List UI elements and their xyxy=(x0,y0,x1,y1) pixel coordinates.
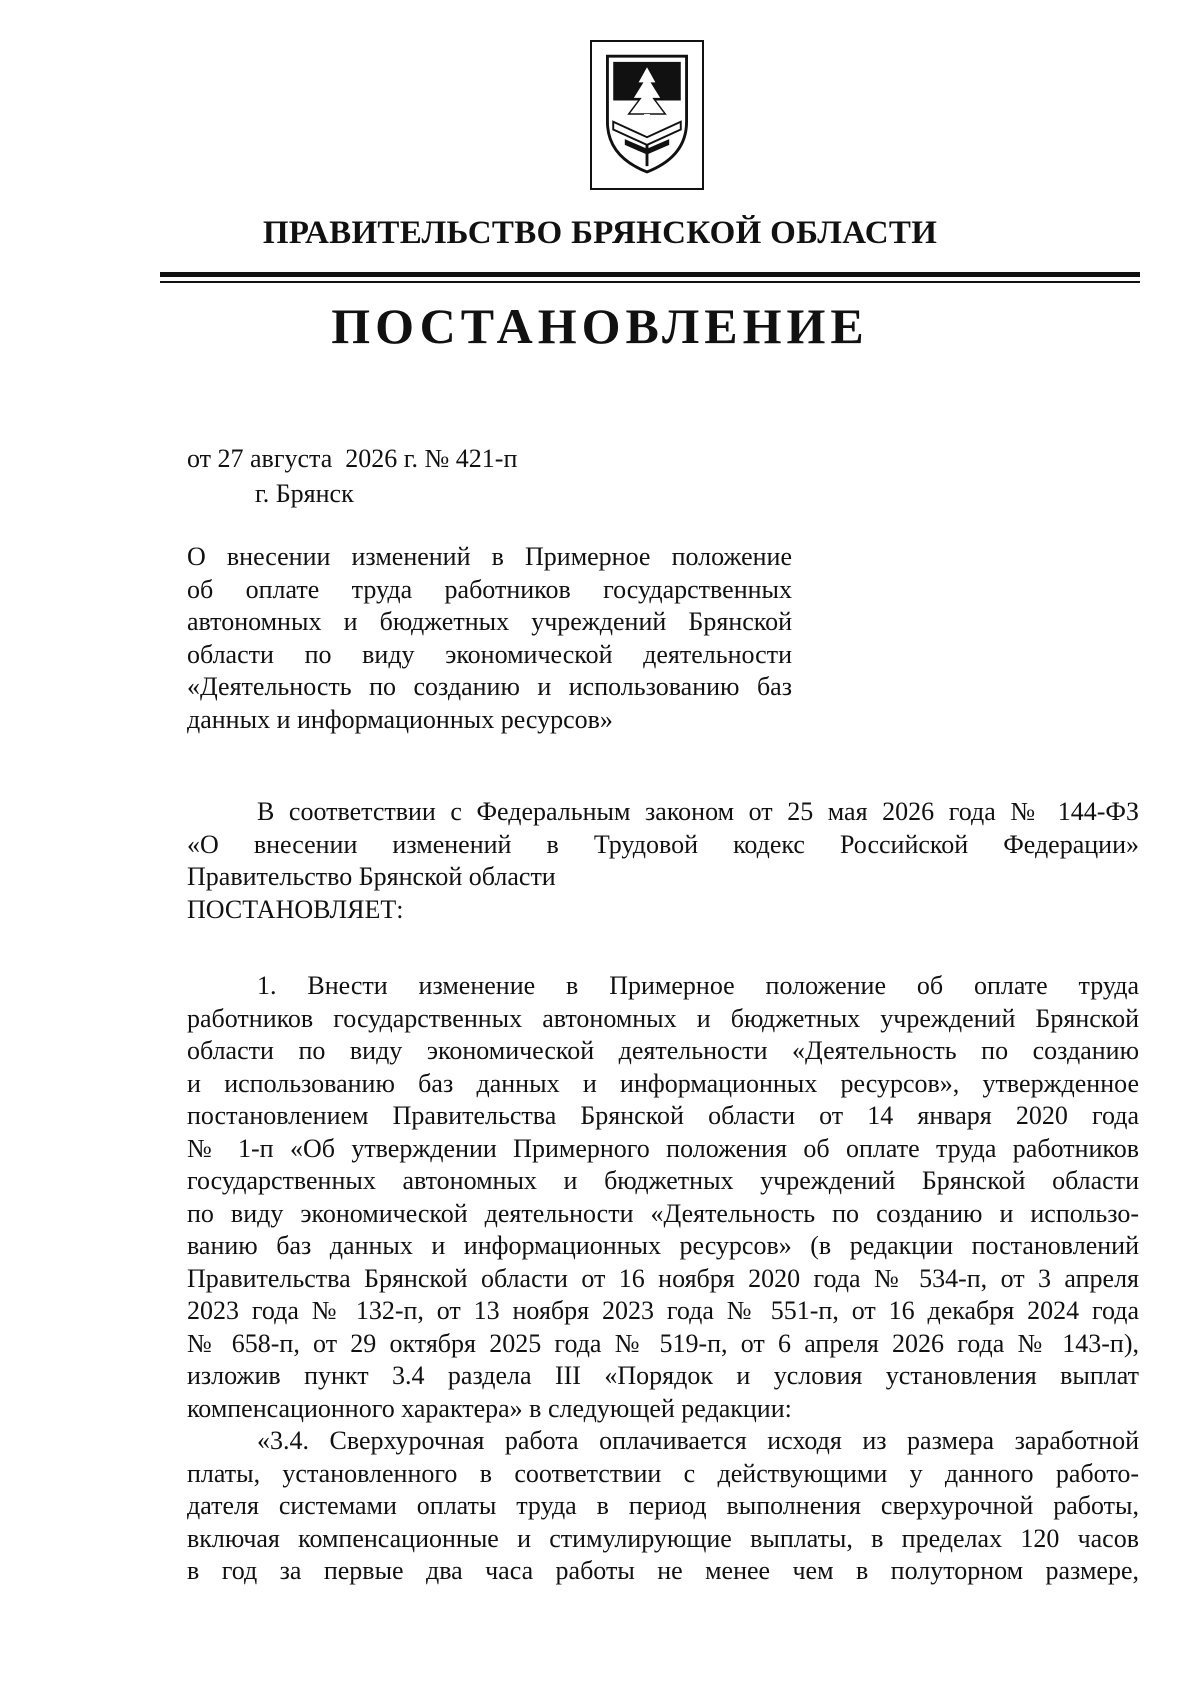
header-rule-thick xyxy=(160,272,1140,277)
item1-line: работников государственных автономных и бюджетных учреждений Брянской xyxy=(187,1003,1139,1033)
item1-line: 2023 года № 132-п, от 13 ноября 2023 года № 551-п, от 16 декабря 2024 года xyxy=(187,1296,1139,1325)
item1-line: № 1-п «Об утверждении Примерного положения об оплате труда работников xyxy=(187,1133,1139,1163)
item34-line: платы, установленного в соответствии с действующими у данного работо- xyxy=(187,1458,1139,1488)
document-place: г. Брянск xyxy=(255,479,354,508)
title-line: данных и информационных ресурсов» xyxy=(187,704,613,734)
organization-name: ПРАВИТЕЛЬСТВО БРЯНСКОЙ ОБЛАСТИ xyxy=(262,215,938,251)
item1-line: государственных автономных и бюджетных учреждений Брянской области xyxy=(187,1166,1139,1195)
coat-of-arms-emblem xyxy=(590,40,704,190)
item1-line: № 658-п, от 29 октября 2025 года № 519-п, от 6 апреля 2026 года № 143-п), xyxy=(187,1328,1139,1358)
item1-line: ванию баз данных и информационных ресурсов» (в редакции постановлений xyxy=(187,1231,1139,1260)
document-date-number: от 27 августа 2026 г. № 421-п xyxy=(187,444,518,473)
title-line: области по виду экономической деятельности xyxy=(187,639,792,669)
item1-line: 1. Внести изменение в Примерное положение об оплате труда xyxy=(257,971,1139,1000)
title-line: «Деятельность по созданию и использованию баз xyxy=(187,672,792,701)
document-body xyxy=(187,796,1139,1588)
item1-line: области по виду экономической деятельности «Деятельность по созданию xyxy=(187,1036,1139,1065)
title-line: автономных и бюджетных учреждений Брянской xyxy=(187,607,792,636)
preamble-resolves: ПОСТАНОВЛЯЕТ: xyxy=(187,894,404,924)
preamble-line: В соответствии с Федеральным законом от 25 мая 2026 года № 144-ФЗ xyxy=(257,797,1139,826)
title-line: О внесении изменений в Примерное положение xyxy=(187,542,792,571)
document-title xyxy=(187,541,792,736)
preamble-line: Правительство Брянской области xyxy=(187,862,556,891)
item34-line: дателя системами оплаты труда в период выполнения сверхурочной работы, xyxy=(187,1491,1139,1520)
item34-line: включая компенсационные и стимулирующие выплаты, в пределах 120 часов xyxy=(187,1523,1139,1553)
item1-line: постановлением Правительства Брянской области от 14 января 2020 года xyxy=(187,1101,1139,1130)
bryansk-coat-of-arms-icon xyxy=(592,42,702,188)
item1-line: и использованию баз данных и информационных ресурсов», утвержденное xyxy=(187,1068,1139,1098)
title-line: об оплате труда работников государственных xyxy=(187,574,792,604)
item1-line: по виду экономической деятельности «Деятельность по созданию и использо- xyxy=(187,1198,1139,1228)
item34-line: в год за первые два часа работы не менее чем в полуторном размере, xyxy=(187,1556,1139,1585)
item1-line: Правительства Брянской области от 16 ноября 2020 года № 534-п, от 3 апреля xyxy=(187,1263,1139,1293)
header-rule-thin xyxy=(160,281,1140,283)
item1-line: изложив пункт 3.4 раздела III «Порядок и условия установления выплат xyxy=(187,1361,1139,1390)
preamble-line: «О внесении изменений в Трудовой кодекс Российской Федерации» xyxy=(187,829,1139,859)
document-type: ПОСТАНОВЛЕНИЕ xyxy=(331,298,869,354)
item1-line: компенсационного характера» в следующей редакции: xyxy=(187,1393,792,1423)
item34-line: «3.4. Сверхурочная работа оплачивается исходя из размера заработной xyxy=(257,1426,1139,1455)
